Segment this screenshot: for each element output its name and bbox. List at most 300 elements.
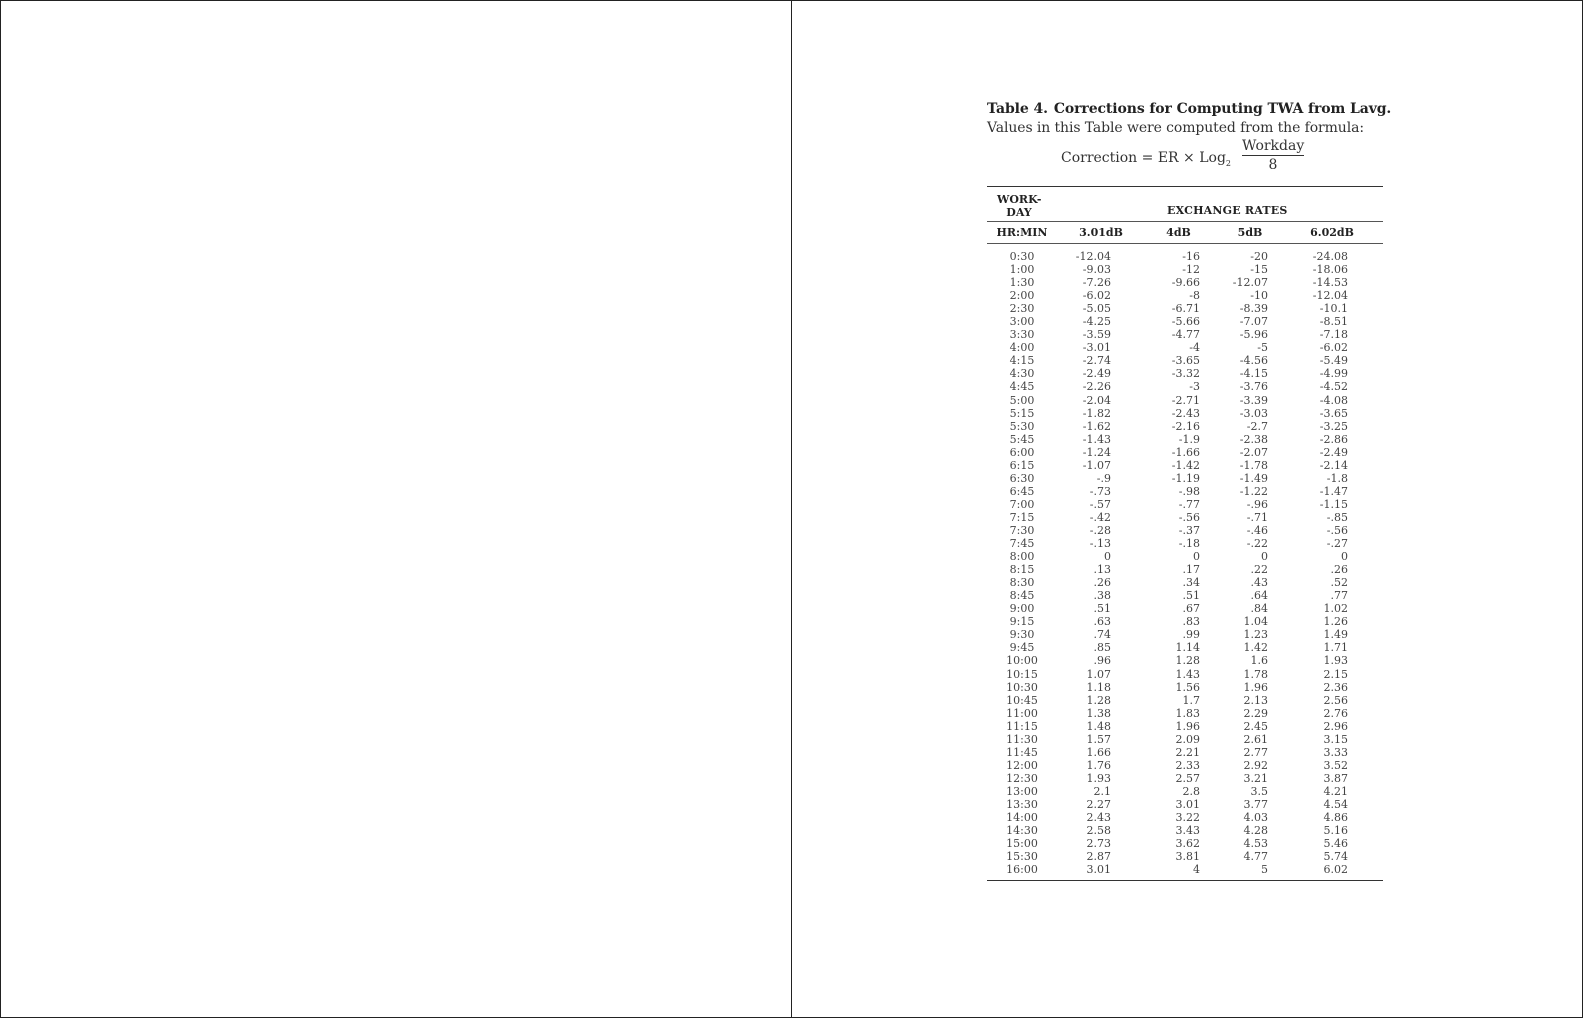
column-header-time: HR:MIN — [996, 226, 1048, 239]
cell-5db: -4.56 — [1239, 354, 1268, 368]
cell-workday: 1:00 — [1009, 263, 1035, 277]
column-header-6-02db: 6.02dB — [1310, 226, 1354, 239]
cell-6-02db: -7.18 — [1319, 328, 1348, 342]
column-header-5db: 5dB — [1237, 226, 1263, 239]
cell-4db: -8 — [1189, 289, 1200, 303]
cell-workday: 4:45 — [1009, 380, 1035, 394]
cell-6-02db: .26 — [1330, 563, 1348, 577]
cell-6-02db: -6.02 — [1319, 341, 1348, 355]
cell-4db: .34 — [1182, 576, 1200, 590]
cell-6-02db: -1.8 — [1326, 471, 1348, 485]
cell-5db: 1.42 — [1243, 641, 1268, 655]
table-row — [987, 524, 1383, 537]
cell-3-01db: -2.04 — [1082, 393, 1111, 407]
table-row — [987, 589, 1383, 602]
cell-workday: 10:00 — [1006, 654, 1038, 668]
cell-workday: 3:00 — [1009, 315, 1035, 329]
cell-3-01db: -2.49 — [1082, 367, 1111, 381]
cell-6-02db: -.56 — [1326, 523, 1348, 537]
table-row — [987, 498, 1383, 511]
cell-4db: -.56 — [1178, 510, 1200, 524]
table-row — [987, 668, 1383, 681]
cell-5db: 2.29 — [1243, 706, 1268, 720]
table-row — [987, 628, 1383, 641]
cell-6-02db: -10.1 — [1319, 302, 1348, 316]
cell-5db: -2.7 — [1246, 419, 1268, 433]
cell-4db: -3 — [1189, 380, 1200, 394]
cell-6-02db: -3.65 — [1319, 406, 1348, 420]
cell-workday: 8:00 — [1009, 550, 1035, 564]
cell-6-02db: 2.96 — [1323, 719, 1348, 733]
cell-workday: 2:00 — [1009, 289, 1035, 303]
table-row — [987, 276, 1383, 289]
cell-6-02db: -1.47 — [1319, 484, 1348, 498]
cell-4db: 1.56 — [1175, 680, 1200, 694]
cell-workday: 8:15 — [1009, 563, 1035, 577]
cell-4db: -16 — [1182, 250, 1200, 263]
cell-workday: 12:00 — [1006, 758, 1038, 772]
cell-workday: 12:30 — [1006, 771, 1038, 785]
cell-3-01db: .13 — [1093, 563, 1111, 577]
table-row — [987, 694, 1383, 707]
table-row — [987, 824, 1383, 837]
table-row — [987, 863, 1383, 876]
formula-lhs-text: Correction = ER × Log — [1061, 150, 1226, 166]
table-row — [987, 459, 1383, 472]
table-row — [987, 302, 1383, 315]
cell-5db: -.46 — [1246, 523, 1268, 537]
cell-workday: 6:15 — [1009, 458, 1035, 472]
cell-workday: 15:30 — [1006, 850, 1038, 864]
cell-3-01db: 2.73 — [1086, 837, 1111, 851]
cell-4db: -1.19 — [1171, 471, 1200, 485]
cell-3-01db: -.42 — [1089, 510, 1111, 524]
cell-4db: 3.01 — [1175, 797, 1200, 811]
cell-workday: 13:00 — [1006, 784, 1038, 798]
table-row — [987, 446, 1383, 459]
cell-5db: 2.45 — [1243, 719, 1268, 733]
exchange-rates-header: EXCHANGE RATES — [1167, 204, 1288, 217]
cell-5db: 1.23 — [1243, 628, 1268, 642]
cell-3-01db: 2.27 — [1086, 797, 1111, 811]
cell-4db: -3.32 — [1171, 367, 1200, 381]
table-row — [987, 289, 1383, 302]
cell-3-01db: -3.59 — [1082, 328, 1111, 342]
cell-5db: 1.6 — [1250, 654, 1268, 668]
cell-4db: -12 — [1182, 263, 1200, 277]
cell-4db: -1.42 — [1171, 458, 1200, 472]
cell-6-02db: .52 — [1330, 576, 1348, 590]
cell-4db: 1.43 — [1175, 667, 1200, 681]
cell-6-02db: -4.52 — [1319, 380, 1348, 394]
cell-5db: -7.07 — [1239, 315, 1268, 329]
cell-6-02db: 1.93 — [1323, 654, 1348, 668]
cell-4db: -1.66 — [1171, 445, 1200, 459]
formula-numerator: Workday — [1242, 138, 1305, 154]
cell-4db: .67 — [1182, 602, 1200, 616]
cell-5db: -4.15 — [1239, 367, 1268, 381]
table-row — [987, 537, 1383, 550]
cell-3-01db: -1.62 — [1082, 419, 1111, 433]
cell-4db: -1.9 — [1178, 432, 1200, 446]
cell-3-01db: -.13 — [1089, 537, 1111, 551]
cell-4db: 1.96 — [1175, 719, 1200, 733]
cell-3-01db: -1.24 — [1082, 445, 1111, 459]
cell-4db: -.18 — [1178, 537, 1200, 551]
cell-6-02db: -14.53 — [1312, 276, 1348, 290]
cell-4db: 2.57 — [1175, 771, 1200, 785]
cell-workday: 7:15 — [1009, 510, 1035, 524]
cell-5db: -3.76 — [1239, 380, 1268, 394]
cell-3-01db: 1.76 — [1086, 758, 1111, 772]
formula-fraction — [1242, 138, 1304, 173]
cell-3-01db: 2.1 — [1093, 784, 1111, 798]
cell-3-01db: -7.26 — [1082, 276, 1111, 290]
cell-3-01db: 1.48 — [1086, 719, 1111, 733]
cell-6-02db: -4.99 — [1319, 367, 1348, 381]
cell-workday: 7:45 — [1009, 537, 1035, 551]
cell-4db: 3.43 — [1175, 824, 1200, 838]
cell-5db: 3.5 — [1250, 784, 1268, 798]
cell-5db: 2.13 — [1243, 693, 1268, 707]
cell-6-02db: -3.25 — [1319, 419, 1348, 433]
cell-3-01db: -2.74 — [1082, 354, 1111, 368]
cell-3-01db: -2.26 — [1082, 380, 1111, 394]
cell-workday: 7:30 — [1009, 523, 1035, 537]
table-row — [987, 380, 1383, 393]
cell-6-02db: -.27 — [1326, 537, 1348, 551]
cell-4db: 2.8 — [1182, 784, 1200, 798]
formula-log-base: 2 — [1225, 158, 1232, 168]
cell-workday: 8:45 — [1009, 589, 1035, 603]
cell-4db: -3.65 — [1171, 354, 1200, 368]
cell-workday: 2:30 — [1009, 302, 1035, 316]
cell-5db: 1.04 — [1243, 615, 1268, 629]
cell-workday: 9:00 — [1009, 602, 1035, 616]
table-row — [987, 654, 1383, 667]
cell-3-01db: 2.58 — [1086, 824, 1111, 838]
table-row — [987, 759, 1383, 772]
cell-3-01db: -4.25 — [1082, 315, 1111, 329]
cell-3-01db: 1.18 — [1086, 680, 1111, 694]
workday-header-line2: DAY — [1006, 206, 1032, 219]
workday-header — [997, 193, 1041, 219]
table-row — [987, 641, 1383, 654]
cell-4db: 4 — [1193, 863, 1200, 877]
cell-3-01db: -.57 — [1089, 497, 1111, 511]
cell-4db: 3.81 — [1175, 850, 1200, 864]
table-subtitle: Values in this Table were computed from the formula: — [987, 120, 1364, 136]
table-row — [987, 263, 1383, 276]
cell-6-02db: 1.71 — [1323, 641, 1348, 655]
cell-5db: -3.39 — [1239, 393, 1268, 407]
cell-5db: 1.96 — [1243, 680, 1268, 694]
table-row — [987, 602, 1383, 615]
cell-6-02db: 5.74 — [1323, 850, 1348, 864]
table-row — [987, 785, 1383, 798]
cell-4db: .51 — [1182, 589, 1200, 603]
cell-6-02db: 3.52 — [1323, 758, 1348, 772]
cell-workday: 16:00 — [1006, 863, 1038, 877]
cell-6-02db: 2.76 — [1323, 706, 1348, 720]
cell-3-01db: .85 — [1093, 641, 1111, 655]
cell-4db: 2.09 — [1175, 732, 1200, 746]
cell-6-02db: 1.26 — [1323, 615, 1348, 629]
cell-4db: 1.83 — [1175, 706, 1200, 720]
table-row — [987, 420, 1383, 433]
cell-workday: 6:45 — [1009, 484, 1035, 498]
cell-workday: 4:15 — [1009, 354, 1035, 368]
cell-6-02db: -1.15 — [1319, 497, 1348, 511]
cell-4db: .83 — [1182, 615, 1200, 629]
table-row — [987, 367, 1383, 380]
cell-4db: -2.71 — [1171, 393, 1200, 407]
cell-4db: 3.62 — [1175, 837, 1200, 851]
cell-workday: 14:30 — [1006, 824, 1038, 838]
corrections-table — [987, 186, 1383, 881]
cell-5db: .84 — [1250, 602, 1268, 616]
cell-5db: 0 — [1261, 550, 1268, 564]
cell-5db: 3.77 — [1243, 797, 1268, 811]
cell-workday: 9:15 — [1009, 615, 1035, 629]
table-row — [987, 485, 1383, 498]
cell-5db: 2.77 — [1243, 745, 1268, 759]
cell-3-01db: -5.05 — [1082, 302, 1111, 316]
cell-workday: 1:30 — [1009, 276, 1035, 290]
cell-5db: -.22 — [1246, 537, 1268, 551]
cell-5db: 4.53 — [1243, 837, 1268, 851]
table-row — [987, 341, 1383, 354]
cell-4db: .17 — [1182, 563, 1200, 577]
cell-4db: 2.33 — [1175, 758, 1200, 772]
cell-workday: 10:15 — [1006, 667, 1038, 681]
cell-3-01db: .74 — [1093, 628, 1111, 642]
cell-3-01db: 1.38 — [1086, 706, 1111, 720]
cell-3-01db: -.28 — [1089, 523, 1111, 537]
cell-6-02db: 4.86 — [1323, 811, 1348, 825]
cell-3-01db: -.73 — [1089, 484, 1111, 498]
cell-5db: 5 — [1261, 863, 1268, 877]
cell-6-02db: 1.02 — [1323, 602, 1348, 616]
cell-3-01db: 1.28 — [1086, 693, 1111, 707]
table-row — [987, 850, 1383, 863]
cell-6-02db: 0 — [1341, 550, 1348, 564]
cell-5db: 4.77 — [1243, 850, 1268, 864]
table-body — [987, 250, 1383, 876]
cell-4db: -2.43 — [1171, 406, 1200, 420]
cell-5db: -3.03 — [1239, 406, 1268, 420]
cell-6-02db: .77 — [1330, 589, 1348, 603]
cell-6-02db: 1.49 — [1323, 628, 1348, 642]
table-row — [987, 811, 1383, 824]
cell-3-01db: -1.43 — [1082, 432, 1111, 446]
table-row — [987, 407, 1383, 420]
table-row — [987, 837, 1383, 850]
cell-6-02db: -8.51 — [1319, 315, 1348, 329]
cell-3-01db: 1.66 — [1086, 745, 1111, 759]
formula-denominator: 8 — [1268, 157, 1278, 173]
cell-workday: 10:45 — [1006, 693, 1038, 707]
cell-workday: 5:00 — [1009, 393, 1035, 407]
cell-6-02db: -2.49 — [1319, 445, 1348, 459]
cell-4db: -2.16 — [1171, 419, 1200, 433]
cell-4db: 1.7 — [1182, 693, 1200, 707]
table-row — [987, 354, 1383, 367]
formula-lhs — [1061, 150, 1231, 168]
table-row — [987, 798, 1383, 811]
cell-5db: -2.07 — [1239, 445, 1268, 459]
cell-4db: -.98 — [1178, 484, 1200, 498]
cell-5db: -12.07 — [1232, 276, 1268, 290]
cell-5db: -8.39 — [1239, 302, 1268, 316]
table-title-text: Corrections for Computing TWA from Lavg. — [1053, 101, 1392, 117]
cell-3-01db: 1.07 — [1086, 667, 1111, 681]
cell-5db: .64 — [1250, 589, 1268, 603]
table-row — [987, 511, 1383, 524]
cell-workday: 3:30 — [1009, 328, 1035, 342]
table-row — [987, 772, 1383, 785]
cell-5db: -2.38 — [1239, 432, 1268, 446]
cell-workday: 9:30 — [1009, 628, 1035, 642]
cell-workday: 5:45 — [1009, 432, 1035, 446]
cell-3-01db: .38 — [1093, 589, 1111, 603]
cell-5db: 2.61 — [1243, 732, 1268, 746]
cell-5db: -1.78 — [1239, 458, 1268, 472]
table-row — [987, 250, 1383, 263]
cell-5db: -5.96 — [1239, 328, 1268, 342]
cell-workday: 11:45 — [1006, 745, 1038, 759]
table-row — [987, 746, 1383, 759]
cell-workday: 4:00 — [1009, 341, 1035, 355]
cell-6-02db: 2.15 — [1323, 667, 1348, 681]
cell-4db: .99 — [1182, 628, 1200, 642]
cell-5db: 4.28 — [1243, 824, 1268, 838]
table-row — [987, 733, 1383, 746]
cell-workday: 11:00 — [1006, 706, 1038, 720]
table-header-group — [987, 187, 1383, 221]
table-row — [987, 563, 1383, 576]
cell-workday: 8:30 — [1009, 576, 1035, 590]
cell-6-02db: 3.15 — [1323, 732, 1348, 746]
cell-workday: 5:30 — [1009, 419, 1035, 433]
cell-6-02db: 3.33 — [1323, 745, 1348, 759]
cell-3-01db: -9.03 — [1082, 263, 1111, 277]
table-title — [987, 101, 1392, 117]
cell-5db: .43 — [1250, 576, 1268, 590]
table-row — [987, 720, 1383, 733]
cell-5db: -15 — [1250, 263, 1268, 277]
cell-6-02db: 5.16 — [1323, 824, 1348, 838]
table-row — [987, 707, 1383, 720]
cell-6-02db: -24.08 — [1312, 250, 1348, 263]
cell-5db: -10 — [1250, 289, 1268, 303]
cell-workday: 6:00 — [1009, 445, 1035, 459]
cell-6-02db: -12.04 — [1312, 289, 1348, 303]
cell-6-02db: -18.06 — [1312, 263, 1348, 277]
cell-3-01db: 1.57 — [1086, 732, 1111, 746]
cell-3-01db: 0 — [1104, 550, 1111, 564]
cell-4db: 1.28 — [1175, 654, 1200, 668]
cell-workday: 15:00 — [1006, 837, 1038, 851]
cell-3-01db: .96 — [1093, 654, 1111, 668]
workday-header-line1: WORK- — [997, 193, 1042, 206]
cell-4db: -.77 — [1178, 497, 1200, 511]
cell-6-02db: -2.86 — [1319, 432, 1348, 446]
table-number: Table 4. — [987, 101, 1048, 117]
cell-6-02db: 2.36 — [1323, 680, 1348, 694]
cell-6-02db: -2.14 — [1319, 458, 1348, 472]
cell-workday: 11:15 — [1006, 719, 1038, 733]
cell-4db: 0 — [1193, 550, 1200, 564]
cell-workday: 5:15 — [1009, 406, 1035, 420]
cell-3-01db: -.9 — [1096, 471, 1111, 485]
cell-5db: -1.49 — [1239, 471, 1268, 485]
cell-3-01db: -12.04 — [1075, 250, 1111, 263]
cell-workday: 11:30 — [1006, 732, 1038, 746]
cell-workday: 6:30 — [1009, 471, 1035, 485]
cell-6-02db: -.85 — [1326, 510, 1348, 524]
cell-5db: 1.78 — [1243, 667, 1268, 681]
cell-3-01db: -6.02 — [1082, 289, 1111, 303]
cell-workday: 10:30 — [1006, 680, 1038, 694]
cell-workday: 14:00 — [1006, 811, 1038, 825]
cell-4db: 1.14 — [1175, 641, 1200, 655]
table-row — [987, 550, 1383, 563]
cell-4db: -5.66 — [1171, 315, 1200, 329]
cell-3-01db: 1.93 — [1086, 771, 1111, 785]
cell-3-01db: .26 — [1093, 576, 1111, 590]
cell-3-01db: -1.07 — [1082, 458, 1111, 472]
cell-6-02db: 4.21 — [1323, 784, 1348, 798]
cell-5db: -.71 — [1246, 510, 1268, 524]
cell-workday: 0:30 — [1009, 250, 1035, 263]
cell-3-01db: -1.82 — [1082, 406, 1111, 420]
cell-5db: 3.21 — [1243, 771, 1268, 785]
cell-workday: 9:45 — [1009, 641, 1035, 655]
cell-4db: 3.22 — [1175, 811, 1200, 825]
table-row — [987, 681, 1383, 694]
table-row — [987, 576, 1383, 589]
table-row — [987, 328, 1383, 341]
cell-5db: -20 — [1250, 250, 1268, 263]
cell-4db: -6.71 — [1171, 302, 1200, 316]
correction-formula — [987, 138, 1383, 180]
table-row — [987, 433, 1383, 446]
cell-6-02db: 2.56 — [1323, 693, 1348, 707]
cell-3-01db: 3.01 — [1086, 863, 1111, 877]
column-header-4db: 4dB — [1166, 226, 1191, 239]
cell-3-01db: 2.87 — [1086, 850, 1111, 864]
cell-workday: 13:30 — [1006, 797, 1038, 811]
table-row — [987, 315, 1383, 328]
cell-3-01db: 2.43 — [1086, 811, 1111, 825]
cell-6-02db: 3.87 — [1323, 771, 1348, 785]
cell-workday: 4:30 — [1009, 367, 1035, 381]
correction-table-block — [987, 101, 1392, 881]
cell-4db: 2.21 — [1175, 745, 1200, 759]
table-row — [987, 472, 1383, 485]
column-header-3-01db: 3.01dB — [1079, 226, 1123, 239]
cell-4db: -4 — [1189, 341, 1200, 355]
cell-6-02db: 6.02 — [1323, 863, 1348, 877]
cell-6-02db: 5.46 — [1323, 837, 1348, 851]
cell-5db: .22 — [1250, 563, 1268, 577]
cell-5db: -.96 — [1246, 497, 1268, 511]
cell-6-02db: 4.54 — [1323, 797, 1348, 811]
cell-workday: 7:00 — [1009, 497, 1035, 511]
cell-4db: -9.66 — [1171, 276, 1200, 290]
table-row — [987, 615, 1383, 628]
